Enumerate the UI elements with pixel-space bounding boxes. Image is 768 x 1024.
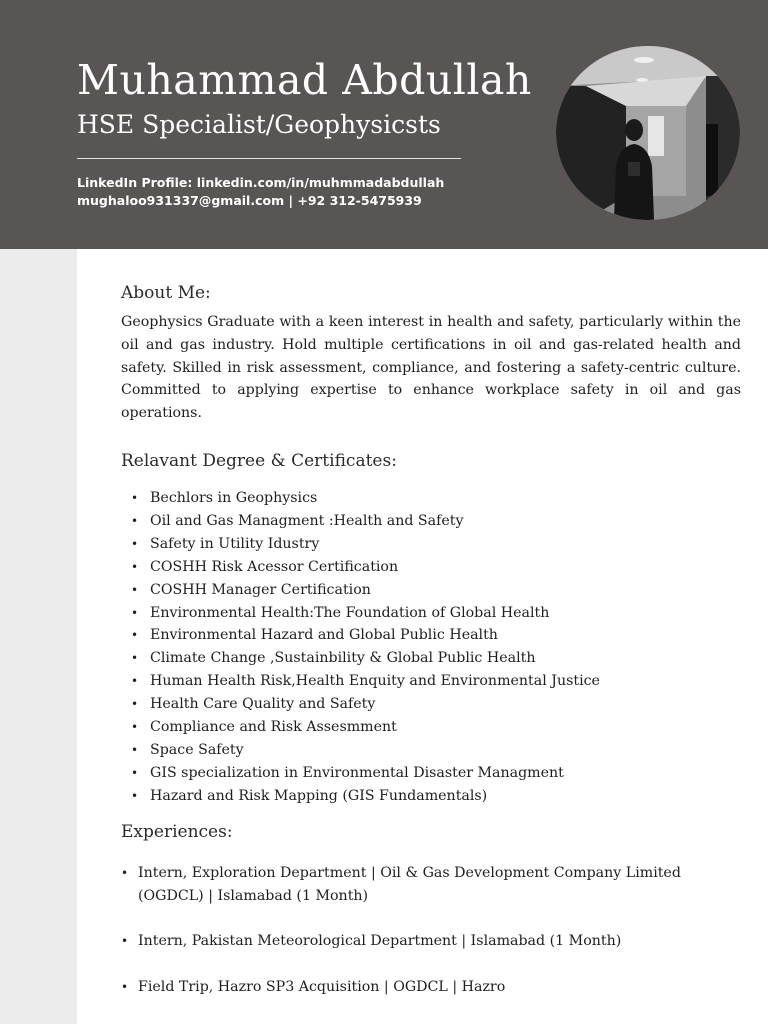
profile-photo <box>556 46 740 220</box>
experience-item <box>121 976 721 999</box>
experience-item <box>121 862 721 908</box>
list-item: • Environmental Hazard and Global Public Health <box>131 624 731 647</box>
bullet-icon: • <box>121 980 129 994</box>
job-title: HSE Specialist/Geophysicsts <box>77 110 441 139</box>
experience-text: Intern, Exploration Department | Oil & Gas Development Company Limited (OGDCL) | Islamabad (1 Month) <box>138 865 681 904</box>
list-item: • Oil and Gas Managment :Health and Safety <box>131 510 731 533</box>
list-item: • Safety in Utility Idustry <box>131 533 731 556</box>
list-item: • GIS specialization in Environmental Disaster Managment <box>131 762 731 785</box>
list-item: • Human Health Risk,Health Enquity and Environmental Justice <box>131 670 731 693</box>
list-item: • COSHH Risk Acessor Certification <box>131 556 731 579</box>
person-name: Muhammad Abdullah <box>77 56 532 104</box>
list-item: • Space Safety <box>131 739 731 762</box>
experiences-heading: Experiences: <box>121 822 233 842</box>
bullet-icon: • <box>121 934 129 948</box>
about-heading: About Me: <box>121 283 211 303</box>
list-item: • Environmental Health:The Foundation of Global Health <box>131 602 731 625</box>
certificates-heading: Relavant Degree & Certificates: <box>121 451 397 471</box>
list-item: • COSHH Manager Certification <box>131 579 731 602</box>
email-phone: mughaloo931337@gmail.com | +92 312-5475939 <box>77 193 422 208</box>
list-item: • Hazard and Risk Mapping (GIS Fundamentals) <box>131 785 731 808</box>
linkedin-profile: LinkedIn Profile: linkedin.com/in/muhmmadabdullah <box>77 175 445 190</box>
left-sidebar <box>0 249 77 1024</box>
experience-item <box>121 930 721 953</box>
list-item: • Climate Change ,Sustainbility & Global Public Health <box>131 647 731 670</box>
list-item: • Health Care Quality and Safety <box>131 693 731 716</box>
list-item: • Compliance and Risk Assesmment <box>131 716 731 739</box>
header-divider <box>77 158 461 159</box>
experience-text: Intern, Pakistan Meteorological Department | Islamabad (1 Month) <box>138 933 622 949</box>
experience-text: Field Trip, Hazro SP3 Acquisition | OGDCL | Hazro <box>138 979 506 995</box>
bullet-icon: • <box>121 866 129 880</box>
about-text: Geophysics Graduate with a keen interest in health and safety, particularly within the oil and gas industry. Hold multiple certifications in oil and gas-related health and safety. Skilled in risk assessment, compliance, and fostering a safety-centric culture. Committed to applying expertise to enhance workplace safety in oil and gas operations. <box>121 314 741 422</box>
certificates-list <box>131 487 731 808</box>
resume-header <box>0 0 768 249</box>
list-item: • Bechlors in Geophysics <box>131 487 731 510</box>
